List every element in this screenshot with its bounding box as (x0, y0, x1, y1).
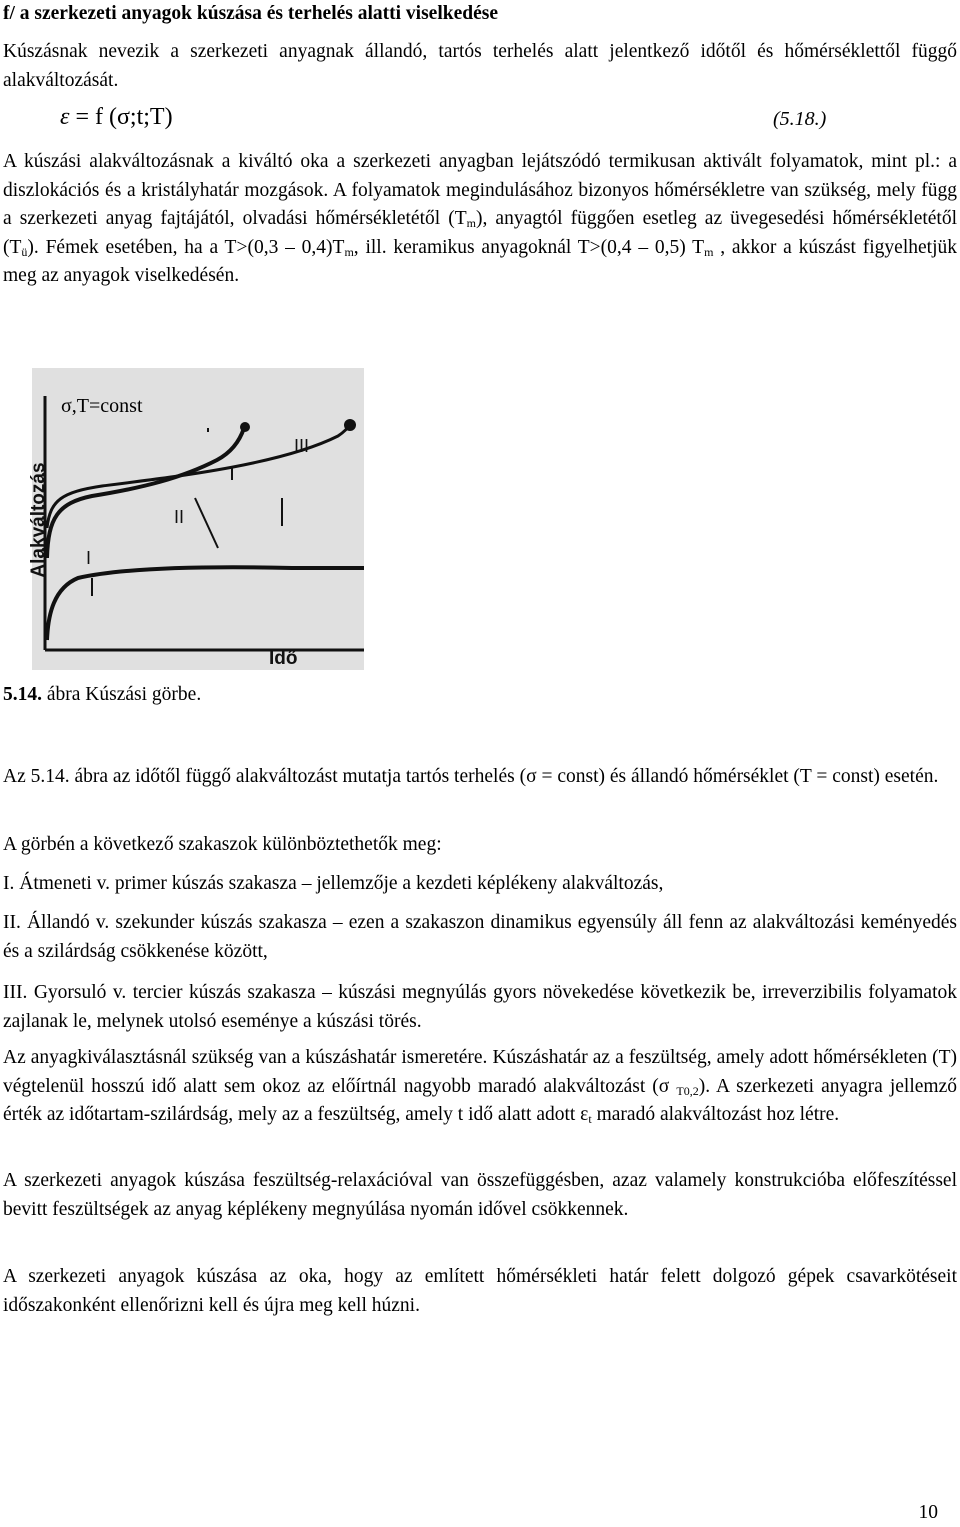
paragraph-stages-intro: A görbén a következő szakaszok különböztethetők meg: (3, 834, 442, 855)
creep-curve-1 (47, 567, 364, 640)
formula (60, 104, 173, 131)
subscript-m: m (704, 244, 714, 259)
intro-paragraph: Kúszásnak nevezik a szerkezeti anyagnak állandó, tartós terhelés alatt jelentkező időtől és hőmérséklettől függő alakváltozását. (3, 41, 957, 91)
mechanism-text-4: ). Fémek esetében, ha a T>(0,3 – 0,4)T (27, 236, 345, 258)
formula-number: (5.18.) (773, 108, 827, 130)
paragraph-figure-description: Az 5.14. ábra az időtől függő alakváltozást mutatja tartós terhelés (σ = const) és állandó hőmérséklet (T = const) esetén. (3, 766, 939, 787)
stage-label-III: III (294, 436, 310, 456)
condition-label: σ,T=const (61, 395, 143, 417)
formula-lhs: ε (60, 104, 70, 130)
paragraph-creep-limit (3, 1044, 957, 1130)
subscript-t02: T0,2 (676, 1083, 699, 1098)
creep-curve-figure (28, 368, 364, 670)
paragraph-relaxation: A szerkezeti anyagok kúszása feszültség-relaxációval van összefüggésben, azaz valamely konstrukcióba előfeszítéssel bevitt feszültségek az anyag képlékeny megnyúlása nyomán idővel csökkennek. (3, 1170, 957, 1220)
x-axis-label: Idő (269, 648, 298, 669)
creep-limit-text-1: Az anyagkiválasztásnál szükség van a kúszáshatár ismeretére. Kúszáshatár az a feszültség, amely adott hőmérsékleten (T) végtelenül hosszú idő alatt sem okoz az előírtnál nagyobb maradó alakváltozást (σ (3, 1047, 957, 1097)
section-heading: f/ a szerkezeti anyagok kúszása és terhelés alatti viselkedése (3, 3, 499, 24)
formula-rhs: = f (σ;t;T) (75, 104, 173, 130)
caption-text: ábra Kúszási görbe. (42, 684, 202, 705)
caption-number: 5.14. (3, 684, 42, 705)
creep-limit-text-2: ). A szerkezeti anyagra jellemző érték az időtartam-szilárdság, mely az a feszültség, amely t idő alatt adott ε (3, 1075, 957, 1125)
rupture-point (344, 419, 356, 431)
creep-limit-text-3: maradó alakváltozást hoz létre. (591, 1104, 840, 1125)
subscript-m: m (466, 216, 476, 230)
subscript-u: ü (21, 244, 28, 259)
mechanism-text-5: , ill. keramikus anyagoknál T>(0,4 – 0,5) T (353, 236, 705, 258)
paragraph-stage-II: II. Állandó v. szekunder kúszás szakasza – ezen a szakaszon dinamikus egyensúly áll fenn az alakváltozási keményedés és a szilárdság csökkenése között, (3, 912, 957, 962)
y-axis-label: Alakváltozás (28, 462, 49, 578)
mechanism-text-2: A folyamatok megindulásához bizonyos hőmérsékletre van szükség, mely függ a szerkezeti anyag fajtájától, olvadási hőmérsékletétől (T (3, 179, 957, 229)
subscript-m: m (344, 244, 354, 259)
mechanism-text-3: ), anyagtól függően esetleg az üvegesedési hőmérsékletétől (T (3, 208, 958, 258)
stage-label-I: I (86, 548, 92, 568)
creep-curve-diagram (28, 368, 364, 670)
page-number: 10 (918, 1502, 938, 1523)
paragraph-mechanism (3, 148, 957, 291)
paragraph-stage-III: III. Gyorsuló v. tercier kúszás szakasza – kúszási megnyúlás gyors növekedése következik be, irreverzibilis folyamatok zajlanak le, melynek utolsó eseménye a kúszási törés. (3, 982, 957, 1032)
mechanism-text-6: , akkor a kúszást figyelhetjük meg az anyagok viselkedésén. (3, 236, 958, 286)
mechanism-text-1: A kúszási alakváltozásnak a kiváltó oka a szerkezeti anyagban lejátszódó termikusan aktivált folyamatok, mint pl.: a diszlokációs és a kristályhatár mozgások. (3, 151, 957, 201)
paragraph-stage-I: I. Átmeneti v. primer kúszás szakasza – jellemzője a kezdeti képlékeny alakváltozás, (3, 873, 664, 894)
stage-divider (195, 498, 218, 548)
paragraph-bolts: A szerkezeti anyagok kúszása az oka, hogy az említett hőmérsékleti határ felett dolgozó gépek csavarkötéseit időszakonként ellenőrizni kell és újra meg kell húzni. (3, 1266, 957, 1316)
figure-caption (3, 684, 201, 706)
rupture-point (240, 422, 250, 432)
stage-label-II: II (174, 507, 185, 527)
subscript-t: t (588, 1112, 592, 1126)
